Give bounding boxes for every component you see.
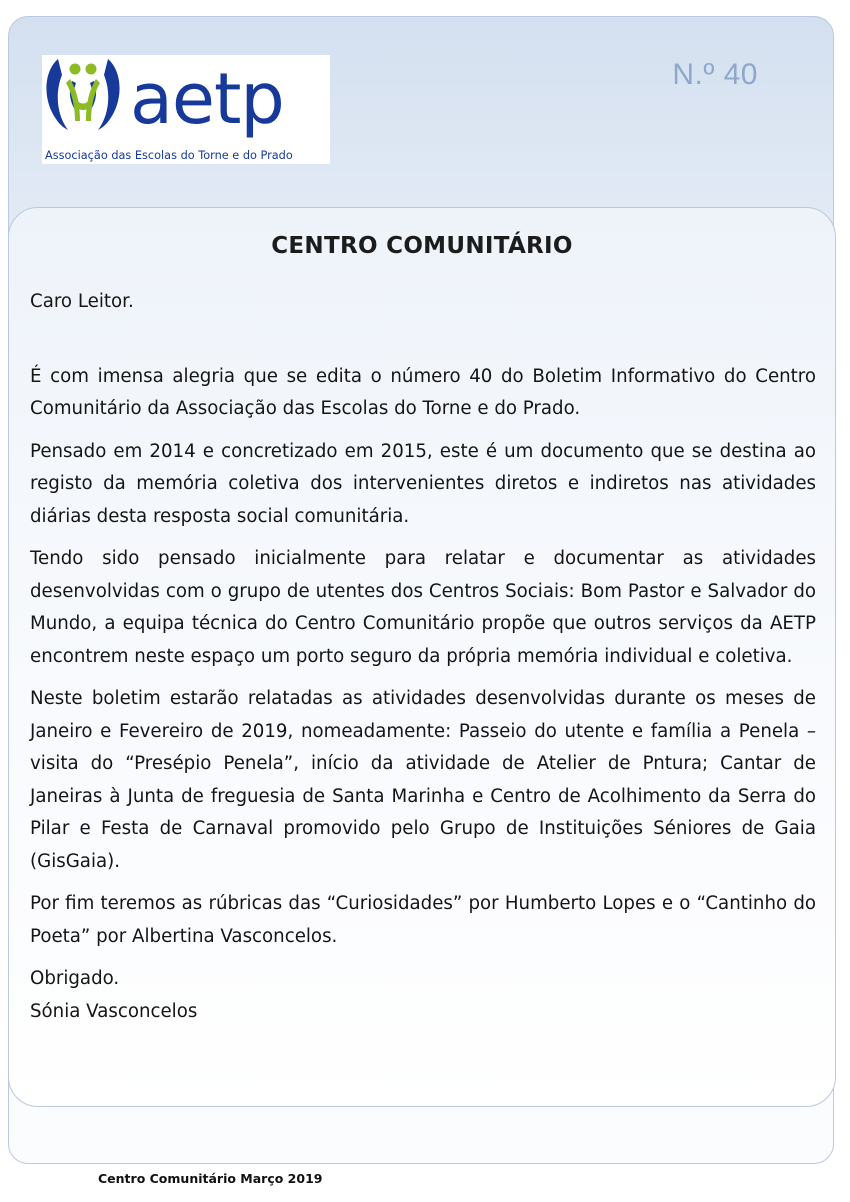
issue-number: N.º 40 [672, 58, 758, 91]
logo-subtitle: Associação das Escolas do Torne e do Prado [45, 149, 293, 162]
logo-left-arc-icon [46, 59, 68, 130]
closing: Obrigado. [30, 968, 120, 989]
page-title: CENTRO COMUNITÁRIO [271, 233, 573, 259]
logo-right-arc-icon [98, 59, 120, 130]
paragraph-rubrics: Por fim teremos as rúbricas das “Curiosidades” por Humberto Lopes e o “Cantinho do Poeta” por Albertina Vasconcelos. [30, 893, 816, 947]
paragraph-intro: É com imensa alegria que se edita o número 40 do Boletim Informativo do Centro Comunitário da Associação das Escolas do Torne e do Prado. [30, 365, 816, 419]
paragraph-purpose: Tendo sido pensado inicialmente para relatar e documentar as atividades desenvolvidas com o grupo de utentes dos Centros Sociais: Bom Pastor e Salvador do Mundo, a equipa técnica do Centro Comunitário propõe que outros serviços da AETP encontrem neste espaço um porto seguro da própria memória individual e coletiva. [30, 548, 816, 667]
paragraph-history: Pensado em 2014 e concretizado em 2015, este é um documento que se destina ao registo da memória coletiva dos intervenientes diretos e indiretos nas atividades diárias desta resposta social comunitária. [30, 440, 816, 527]
greeting: Caro Leitor. [30, 291, 134, 312]
content-panel [8, 207, 836, 1107]
signature: Sónia Vasconcelos [30, 1000, 198, 1022]
paragraph-activities: Neste boletim estarão relatadas as atividades desenvolvidas durante os meses de Janeiro e Fevereiro de 2019, nomeadamente: Passeio do utente e família a Penela – visita do “Presépio Penela”, início da atividade de Atelier de Pntura; Cantar de Janeiras à Junta de freguesia de Santa Marinha e Centro de Acolhimento da Serra do Pilar e Festa de Carnaval promovido pelo Grupo de Instituições Séniores de Gaia (GisGaia). [30, 688, 816, 872]
logo-wordmark: aetp [130, 58, 284, 140]
aetp-logo [42, 55, 330, 164]
article-body [30, 286, 816, 1028]
footer-text: Centro Comunitário Março 2019 [98, 1171, 323, 1186]
